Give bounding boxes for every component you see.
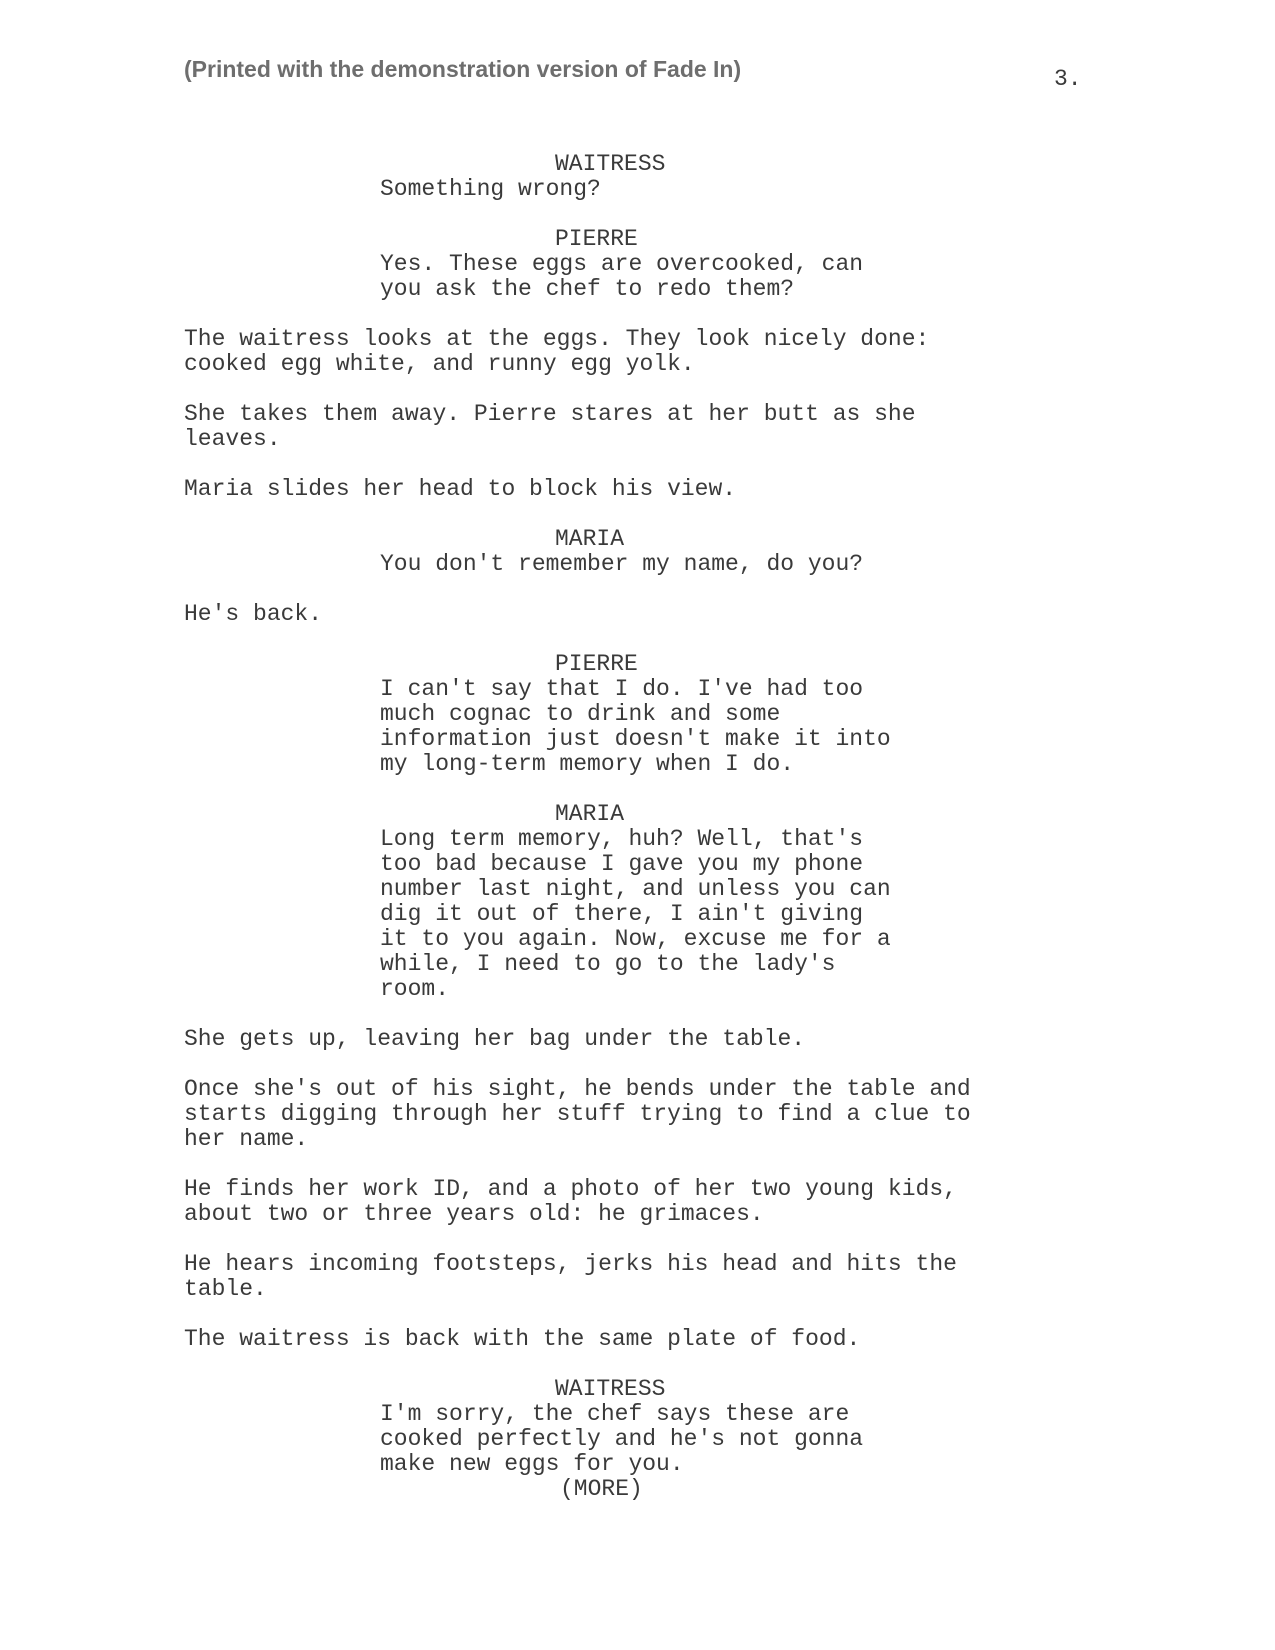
dialogue-line: while, I need to go to the lady's — [380, 951, 836, 977]
action-paragraph — [184, 1327, 1044, 1352]
page-number: 3. — [1054, 66, 1082, 92]
dialogue-line: Long term memory, huh? Well, that's — [380, 826, 864, 852]
action-paragraph — [184, 1252, 1044, 1302]
action-paragraph — [184, 1077, 1044, 1152]
character-name: WAITRESS — [555, 151, 666, 177]
dialogue-block-pierre — [184, 227, 1064, 302]
action-line: about two or three years old: he grimaces. — [184, 1201, 764, 1227]
action-paragraph — [184, 327, 1044, 377]
action-line: cooked egg white, and runny egg yolk. — [184, 351, 695, 377]
dialogue-line: information just doesn't make it into — [380, 726, 891, 752]
dialogue-line: I'm sorry, the chef says these are — [380, 1401, 850, 1427]
action-paragraph — [184, 1027, 1044, 1052]
action-line: She takes them away. Pierre stares at her butt as she — [184, 401, 916, 427]
character-name: PIERRE — [555, 651, 638, 677]
dialogue-block-maria — [184, 802, 1064, 1002]
action-line: table. — [184, 1276, 267, 1302]
action-line: He's back. — [184, 601, 323, 627]
dialogue-block-waitress — [184, 152, 1064, 202]
action-line: The waitress is back with the same plate of food. — [184, 1326, 861, 1352]
dialogue-line: my long-term memory when I do. — [380, 751, 795, 777]
dialogue-line: room. — [380, 976, 450, 1002]
dialogue-text — [380, 827, 940, 1002]
dialogue-block-maria — [184, 527, 1064, 577]
screenplay-page — [184, 152, 1064, 1502]
dialogue-block-pierre — [184, 652, 1064, 777]
action-line: Once she's out of his sight, he bends under the table and — [184, 1076, 971, 1102]
dialogue-line: too bad because I gave you my phone — [380, 851, 864, 877]
dialogue-line: number last night, and unless you can — [380, 876, 891, 902]
dialogue-text — [380, 1402, 940, 1477]
action-line: He finds her work ID, and a photo of her two young kids, — [184, 1176, 957, 1202]
dialogue-line: cooked perfectly and he's not gonna — [380, 1426, 864, 1452]
action-line: She gets up, leaving her bag under the table. — [184, 1026, 806, 1052]
dialogue-line: much cognac to drink and some — [380, 701, 781, 727]
dialogue-line: Something wrong? — [380, 176, 601, 202]
dialogue-line: Yes. These eggs are overcooked, can — [380, 251, 864, 277]
character-name: MARIA — [555, 526, 625, 552]
action-line: He hears incoming footsteps, jerks his head and hits the — [184, 1251, 957, 1277]
action-paragraph — [184, 1177, 1044, 1227]
dialogue-line: you ask the chef to redo them? — [380, 276, 795, 302]
dialogue-line: I can't say that I do. I've had too — [380, 676, 864, 702]
action-line: Maria slides her head to block his view. — [184, 476, 737, 502]
action-paragraph — [184, 602, 1044, 627]
dialogue-line: You don't remember my name, do you? — [380, 551, 864, 577]
dialogue-text — [380, 552, 940, 577]
character-name: MARIA — [555, 801, 625, 827]
action-line: her name. — [184, 1126, 309, 1152]
dialogue-text — [380, 252, 940, 302]
action-line: starts digging through her stuff trying to find a clue to — [184, 1101, 971, 1127]
action-line: leaves. — [184, 426, 281, 452]
dialogue-text — [380, 177, 940, 202]
action-paragraph — [184, 477, 1044, 502]
dialogue-block-waitress — [184, 1377, 1064, 1502]
demo-watermark: (Printed with the demonstration version of Fade In) — [184, 56, 742, 82]
action-paragraph — [184, 402, 1044, 452]
dialogue-text — [380, 677, 940, 777]
dialogue-line: dig it out of there, I ain't giving — [380, 901, 864, 927]
character-name: PIERRE — [555, 226, 638, 252]
dialogue-line: it to you again. Now, excuse me for a — [380, 926, 891, 952]
dialogue-line: make new eggs for you. — [380, 1451, 684, 1477]
character-name: WAITRESS — [555, 1376, 666, 1402]
more-continuation: (MORE) — [560, 1476, 643, 1502]
action-line: The waitress looks at the eggs. They look nicely done: — [184, 326, 930, 352]
